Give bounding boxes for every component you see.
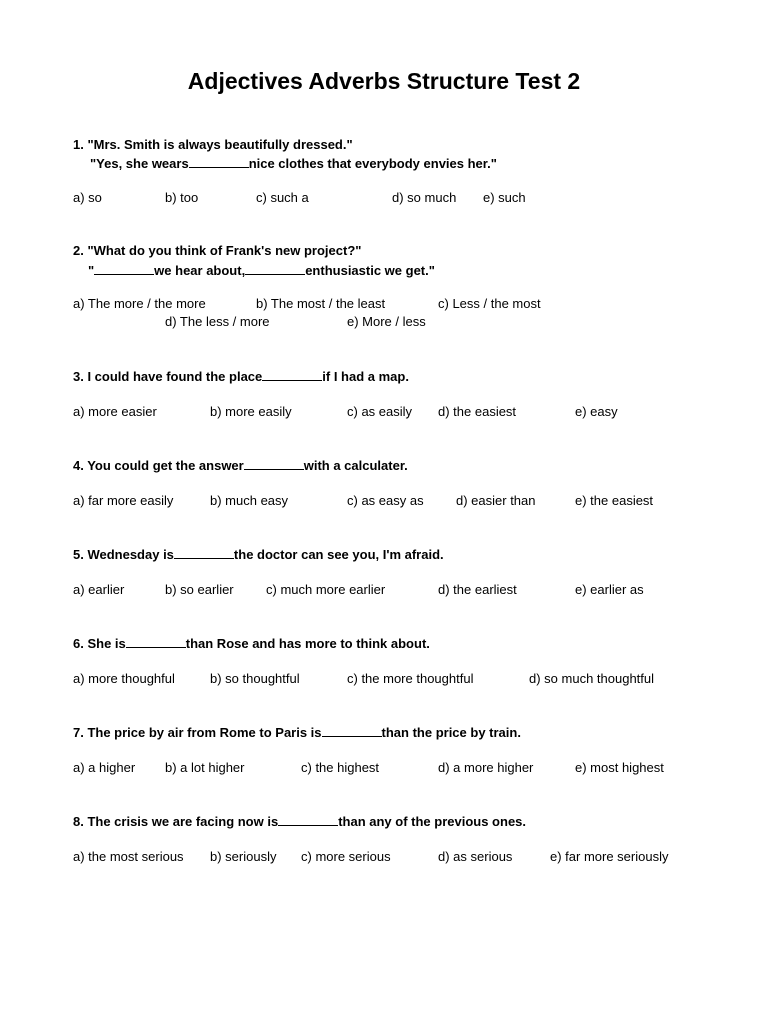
answer-blank <box>244 457 304 470</box>
option-d: d) so much <box>392 190 457 205</box>
option-d: d) the earliest <box>438 582 517 597</box>
option-d: d) as serious <box>438 849 513 864</box>
option-c: c) the highest <box>301 760 380 775</box>
question-text: we hear about, <box>154 263 246 278</box>
option-b: b) a lot higher <box>165 760 245 775</box>
question-text: 3. I could have found the place <box>73 369 263 384</box>
option-e: e) More / less <box>347 314 426 329</box>
question-3-prompt <box>73 368 409 384</box>
answer-blank <box>322 724 382 737</box>
option-c: c) as easy as <box>347 493 424 508</box>
option-d: d) The less / more <box>165 314 270 329</box>
option-c: c) Less / the most <box>438 296 541 311</box>
option-a: a) more easier <box>73 404 157 419</box>
answer-blank <box>278 813 338 826</box>
answer-blank <box>262 368 322 381</box>
option-d: d) easier than <box>456 493 536 508</box>
option-b: b) The most / the least <box>256 296 386 311</box>
option-b: b) more easily <box>210 404 292 419</box>
option-c: c) as easily <box>347 404 413 419</box>
option-a: a) the most serious <box>73 849 184 864</box>
option-a: a) so <box>73 190 102 205</box>
option-b: b) seriously <box>210 849 277 864</box>
question-text: than Rose and has more to think about. <box>185 636 430 651</box>
option-b: b) so earlier <box>165 582 234 597</box>
question-text: than the price by train. <box>381 725 521 740</box>
option-b: b) too <box>165 190 199 205</box>
page-title: Adjectives Adverbs Structure Test 2 <box>187 68 581 94</box>
option-a: a) far more easily <box>73 493 174 508</box>
question-text: 4. You could get the answer <box>73 458 244 473</box>
question-6-prompt <box>73 635 430 651</box>
question-4-prompt <box>73 457 408 473</box>
question-1-prompt: 1. "Mrs. Smith is always beautifully dressed." <box>73 137 353 152</box>
answer-blank <box>174 546 234 559</box>
question-text: enthusiastic we get." <box>305 263 435 278</box>
question-text: if I had a map. <box>322 369 409 384</box>
question-text: 8. The crisis we are facing now is <box>73 814 279 829</box>
question-text: nice clothes that everybody envies her." <box>248 156 497 171</box>
option-e: e) far more seriously <box>550 849 669 864</box>
question-text: 6. She is <box>73 636 126 651</box>
question-2-prompt: 2. "What do you think of Frank's new project?" <box>73 243 362 258</box>
option-a: a) more thoughful <box>73 671 175 686</box>
question-text: with a calculater. <box>303 458 408 473</box>
option-d: d) a more higher <box>438 760 534 775</box>
question-text: "Yes, she wears <box>90 156 189 171</box>
answer-blank <box>94 262 154 275</box>
option-b: b) so thoughtful <box>210 671 300 686</box>
option-e: e) such <box>483 190 526 205</box>
option-a: a) earlier <box>73 582 125 597</box>
answer-blank <box>126 635 186 648</box>
option-d: d) so much thoughtful <box>529 671 655 686</box>
option-c: c) more serious <box>301 849 391 864</box>
option-c: c) much more earlier <box>266 582 386 597</box>
option-d: d) the easiest <box>438 404 517 419</box>
option-a: a) a higher <box>73 760 136 775</box>
option-c: c) such a <box>256 190 309 205</box>
question-7-prompt <box>73 724 521 740</box>
option-e: e) the easiest <box>575 493 654 508</box>
option-e: e) earlier as <box>575 582 644 597</box>
answer-blank <box>189 155 249 168</box>
answer-blank <box>245 262 305 275</box>
question-text: the doctor can see you, I'm afraid. <box>233 547 444 562</box>
question-2-response <box>88 262 435 278</box>
question-8-prompt <box>73 813 526 829</box>
option-e: e) easy <box>575 404 618 419</box>
question-text: than any of the previous ones. <box>338 814 527 829</box>
question-1-response <box>90 155 497 171</box>
question-5-prompt <box>73 546 444 562</box>
option-b: b) much easy <box>210 493 289 508</box>
question-text: 7. The price by air from Rome to Paris is <box>73 725 322 740</box>
question-text: " <box>88 263 95 278</box>
question-text: 5. Wednesday is <box>73 547 174 562</box>
option-a: a) The more / the more <box>73 296 206 311</box>
option-c: c) the more thoughtful <box>347 671 474 686</box>
option-e: e) most highest <box>575 760 664 775</box>
